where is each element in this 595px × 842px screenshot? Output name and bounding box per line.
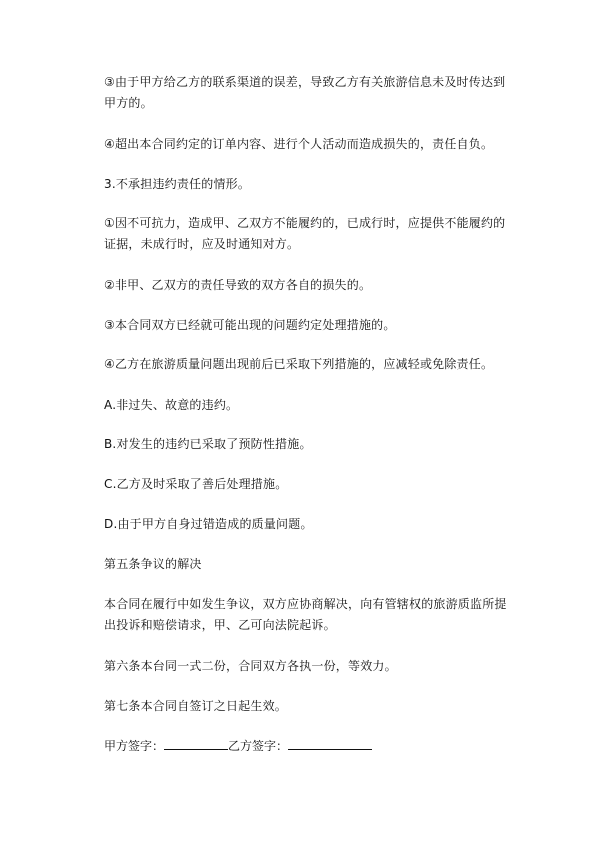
paragraph-measure-c: C.乙方及时采取了善后处理措施。 (104, 477, 288, 491)
paragraph-clause-3-3: ③由于甲方给乙方的联系渠道的误差，导致乙方有关旅游信息未及时传达到甲方的。 (104, 75, 506, 110)
article-6-copies: 第六条本台同一式二份，合同双方各执一份，等效力。 (104, 659, 397, 673)
paragraph-measure-b: B.对发生的违约已采取了预防性措施。 (104, 437, 312, 451)
party-a-signature-label: 甲方签字： (104, 739, 165, 753)
paragraph-exemption-3: ③本合同双方已经就可能出现的问题约定处理措施的。 (104, 318, 396, 332)
party-b-signature-line[interactable] (288, 737, 372, 750)
party-a-signature-line[interactable] (164, 737, 228, 750)
paragraph-measure-a: A.非过失、故意的违约。 (104, 398, 239, 412)
paragraph-exemption-2: ②非甲、乙双方的责任导致的双方各自的损失的。 (104, 278, 372, 292)
article-7-effective: 第七条本合同自签订之日起生效。 (104, 699, 288, 713)
party-b-signature-label: 乙方签字： (228, 739, 289, 753)
paragraph-section-3-heading: 3.不承担违约责任的情形。 (104, 177, 251, 191)
article-5-heading: 第五条争议的解决 (104, 557, 202, 571)
paragraph-exemption-1: ①因不可抗力，造成甲、乙双方不能履约的，已成行时，应提供不能履约的证据，未成行时，应及时通知对方。 (104, 216, 506, 251)
paragraph-dispute-resolution: 本合同在履行中如发生争议，双方应协商解决，向有管辖权的旅游质监所提出投诉和赔偿请求，甲、乙可向法院起诉。 (104, 597, 507, 632)
paragraph-exemption-4: ④乙方在旅游质量问题出现前后已采取下列措施的，应减轻或免除责任。 (104, 357, 494, 371)
paragraph-clause-3-4: ④超出本合同约定的订单内容、进行个人活动而造成损失的，责任自负。 (104, 137, 494, 151)
signature-row (104, 736, 372, 757)
paragraph-measure-d: D.由于甲方自身过错造成的质量问题。 (104, 517, 313, 531)
